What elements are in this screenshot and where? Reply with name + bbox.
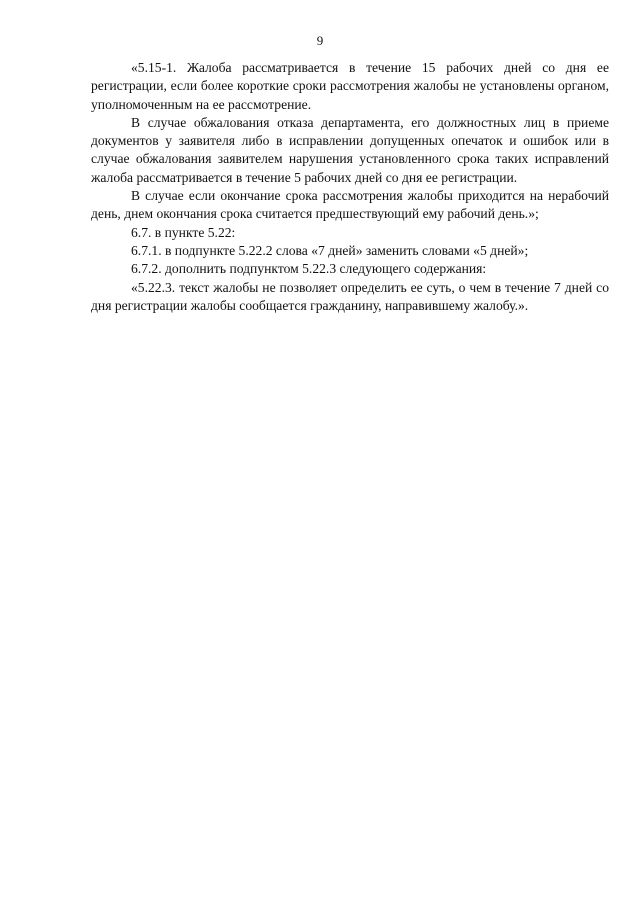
- paragraph-6-7-2: 6.7.2. дополнить подпунктом 5.22.3 следующего содержания:: [131, 261, 487, 277]
- document-body: [91, 59, 609, 315]
- paragraph-6-7-1: 6.7.1. в подпункте 5.22.2 слова «7 дней» заменить словами «5 дней»;: [131, 242, 529, 258]
- paragraph-6-7: 6.7. в пункте 5.22:: [131, 224, 236, 240]
- paragraph-5-15-1: «5.15-1. Жалоба рассматривается в течение 15 рабочих дней со дня ее регистрации, если более короткие сроки рассмотрения жалобы не установлены органом, уполномоченным на ее рассмотрение.: [91, 60, 609, 112]
- paragraph-5-22-3: «5.22.3. текст жалобы не позволяет определить ее суть, о чем в течение 7 дней со дня регистрации жалобы сообщается гражданину, направившему жалобу.».: [91, 279, 609, 313]
- page-number: 9: [316, 33, 324, 48]
- paragraph-non-working-day: В случае если окончание срока рассмотрения жалобы приходится на нерабочий день, днем окончания срока считается предшествующий ему рабочий день.»;: [91, 188, 609, 222]
- paragraph-appeal-refusal: В случае обжалования отказа департамента, его должностных лиц в приеме документов у заявителя либо в исправлении допущенных опечаток и ошибок или в случае обжалования заявителем нарушения установленного срока таких исправлений жалоба рассматривается в течение 5 рабочих дней со дня ее регистрации.: [91, 114, 609, 185]
